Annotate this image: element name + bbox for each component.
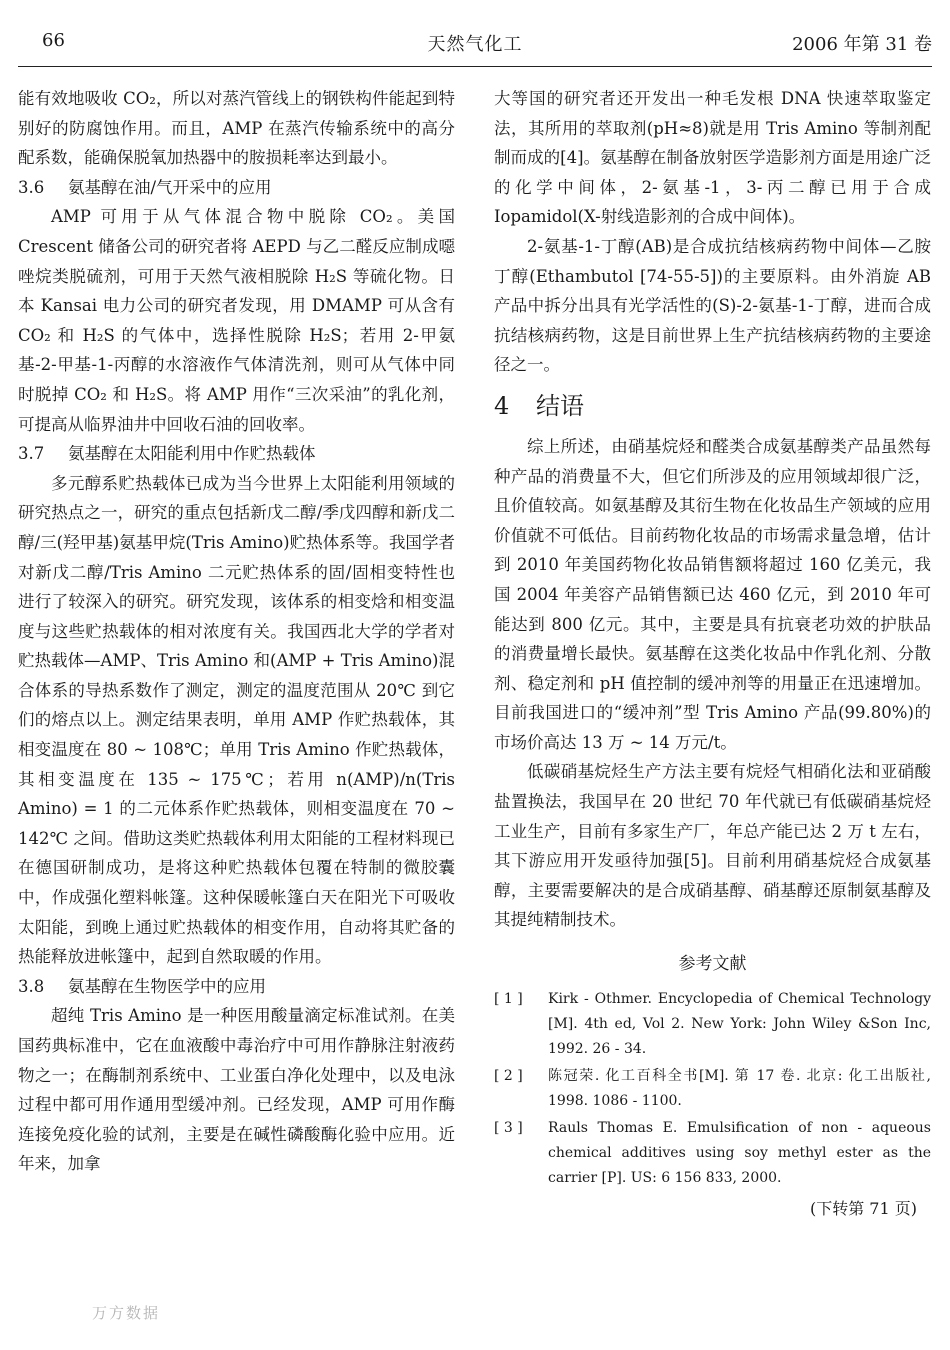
section-heading-3-6 xyxy=(18,173,455,203)
paragraph-3-8: 超纯 Tris Amino 是一种医用酸量滴定标准试剂。在美国药典标准中，它在血液酸中毒治疗中可用作静脉注射液药物之一；在酶制剂系统中、工业蛋白净化处理中，以及电泳过程中都可用作通用型缓冲剂。已经发现，AMP 可用作酶连接免疫化验的试剂，主要是在碱性磷酸酶化验中应用。近年来，加拿 xyxy=(18,1006,455,1174)
reference-number: [ 3 ] xyxy=(494,1120,523,1137)
right-column xyxy=(494,84,931,1223)
section-number: 3.6 xyxy=(18,177,45,197)
reference-text: 陈冠荣. 化工百科全书[M]. 第 17 卷. 北京: 化工出版社, 1998. 1086 - 1100. xyxy=(548,1068,931,1110)
paragraph-conclusion-1: 综上所述，由硝基烷烃和醛类合成氨基醇类产品虽然每种产品的消费量不大，但它们所涉及的应用领域却很广泛，且价值较高。如氨基醇及其衍生物在化妆品生产领域的应用价值就不可低估。目前药物化妆品的市场需求量急增，估计到 2010 年美国药物化妆品销售额将超过 160 亿美元，我国 2004 年美容产品销售额已达 460 亿元，到 2010 年可能达到 800 亿元。其中，主要是具有抗衰老功效的护肤品的消费量增长最快。氨基醇在这类化妆品中作乳化剂、分散剂、稳定剂和 pH 值控制的缓冲剂等的用量正在迅速增加。目前我国进口的“缓冲剂”型 Tris Amino 产品(99.80%)的市场价高达 13 万 ~ 14 万元/t。 xyxy=(494,436,931,752)
section-title: 氨基醇在油/气开采中的应用 xyxy=(68,177,272,197)
section-number: 3.8 xyxy=(18,976,45,996)
section-title: 氨基醇在太阳能利用中作贮热载体 xyxy=(68,444,316,464)
volume-info: 2006 年第 31 卷 xyxy=(792,34,932,55)
section-heading-3-8 xyxy=(18,972,455,1002)
section-heading-4 xyxy=(494,386,931,426)
paragraph-intro: 能有效地吸收 CO₂，所以对蒸汽管线上的钢铁构件能起到特别好的防腐蚀作用。而且，AMP 在蒸汽传输系统中的高分配系数，能确保脱氧加热器中的胺损耗率达到最小。 xyxy=(18,89,455,168)
reference-text: Kirk - Othmer. Encyclopedia of Chemical Technology [M]. 4th ed, Vol 2. New York: John Wiley &Son Inc, 1992. 26 - 34. xyxy=(548,991,931,1058)
page-number: 66 xyxy=(42,30,65,51)
references-heading: 参考文献 xyxy=(678,954,747,975)
reference-item xyxy=(494,987,931,1062)
section-number: 4 xyxy=(494,391,510,420)
reference-item xyxy=(494,1116,931,1191)
paragraph-ab: 2-氨基-1-丁醇(AB)是合成抗结核病药物中间体—乙胺丁醇(Ethambutol [74-55-5])的主要原料。由外消旋 AB 产品中拆分出具有光学活性的(S)-2-氨基-1-丁醇，进而合成抗结核病药物，这是目前世界上生产抗结核病药物的主要途径之一。 xyxy=(494,236,931,375)
section-title: 氨基醇在生物医学中的应用 xyxy=(68,976,266,996)
left-column xyxy=(18,84,455,1179)
paragraph-conclusion-2: 低碳硝基烷烃生产方法主要有烷烃气相硝化法和亚硝酸盐置换法，我国早在 20 世纪 70 年代就已有低碳硝基烷烃工业生产，目前有多家生产厂，年总产能已达 2 万 t 左右，其下游应用开发亟待加强[5]。目前利用硝基烷烃合成氨基醇，主要需要解决的是合成硝基醇、硝基醇还原制氨基醇及其提纯精制技术。 xyxy=(494,762,931,930)
continued-note: (下转第 71 页) xyxy=(809,1199,917,1219)
paragraph-continued: 大等国的研究者还开发出一种毛发根 DNA 快速萃取鉴定法，其所用的萃取剂(pH≈8)就是用 Tris Amino 等制剂配制而成的[4]。氨基醇在制备放射医学造影剂方面是用途广泛的化学中间体，2-氨基-1，3-丙二醇已用于合成 Iopamidol(X-射线造影剂的合成中间体)。 xyxy=(494,89,931,227)
journal-title: 天然气化工 xyxy=(427,34,523,55)
paragraph-3-7: 多元醇系贮热载体已成为当今世界上太阳能利用领域的研究热点之一，研究的重点包括新戊二醇/季戊四醇和新戊二醇/三(羟甲基)氨基甲烷(Tris Amino)贮热体系等。我国学者对新戊二醇/Tris Amino 二元贮热体系的固/固相变特性也进行了较深入的研究。研究发现，该体系的相变焓和相变温度与这些贮热载体的相对浓度有关。我国西北大学的学者对贮热载体—AMP、Tris Amino 和(AMP + Tris Amino)混合体系的导热系数作了测定，测定的温度范围从 20℃ 到它们的熔点以上。测定结果表明，单用 AMP 作贮热载体，其相变温度在 80 ~ 108℃；单用 Tris Amino 作贮热载体，其相变温度在 135 ~ 175℃；若用 n(AMP)/n(Tris Amino) = 1 的二元体系作贮热载体，则相变温度在 70 ~ 142℃ 之间。借助这类贮热载体利用太阳能的工程材料现已在德国研制成功，是将这种贮热载体包覆在特制的微胶囊中，作成强化塑料帐篷。这种保暖帐篷白天在阳光下可吸收太阳能，到晚上通过贮热载体的相变作用，自动将其贮备的热能释放进帐篷中，起到自然取暖的作用。 xyxy=(18,473,455,967)
header-rule xyxy=(18,66,932,67)
running-header xyxy=(18,0,932,70)
watermark: 万方数据 xyxy=(92,1304,161,1322)
reference-text: Rauls Thomas E. Emulsification of non - aqueous chemical additives using soy methyl ester as the carrier [P]. US: 6 156 833, 2000. xyxy=(548,1120,931,1187)
paragraph-3-6: AMP 可用于从气体混合物中脱除 CO₂。美国 Crescent 储备公司的研究者将 AEPD 与乙二醛反应制成噁唑烷类脱硫剂，可用于天然气液相脱除 H₂S 等硫化物。日本 Kansai 电力公司的研究者发现，用 DMAMP 可从含有 CO₂ 和 H₂S 的气体中，选择性脱除 H₂S；若用 2-甲氨基-2-甲基-1-丙醇的水溶液作气体清洗剂，则可从气体中同时脱掉 CO₂ 和 H₂S。将 AMP 用作“三次采油”的乳化剂，可提高从临界油井中回收石油的回收率。 xyxy=(18,207,455,434)
reference-number: [ 2 ] xyxy=(494,1068,523,1085)
reference-number: [ 1 ] xyxy=(494,991,523,1008)
reference-item xyxy=(494,1064,931,1114)
section-number: 3.7 xyxy=(18,444,45,464)
section-heading-3-7 xyxy=(18,439,455,469)
section-title: 结语 xyxy=(536,391,584,420)
